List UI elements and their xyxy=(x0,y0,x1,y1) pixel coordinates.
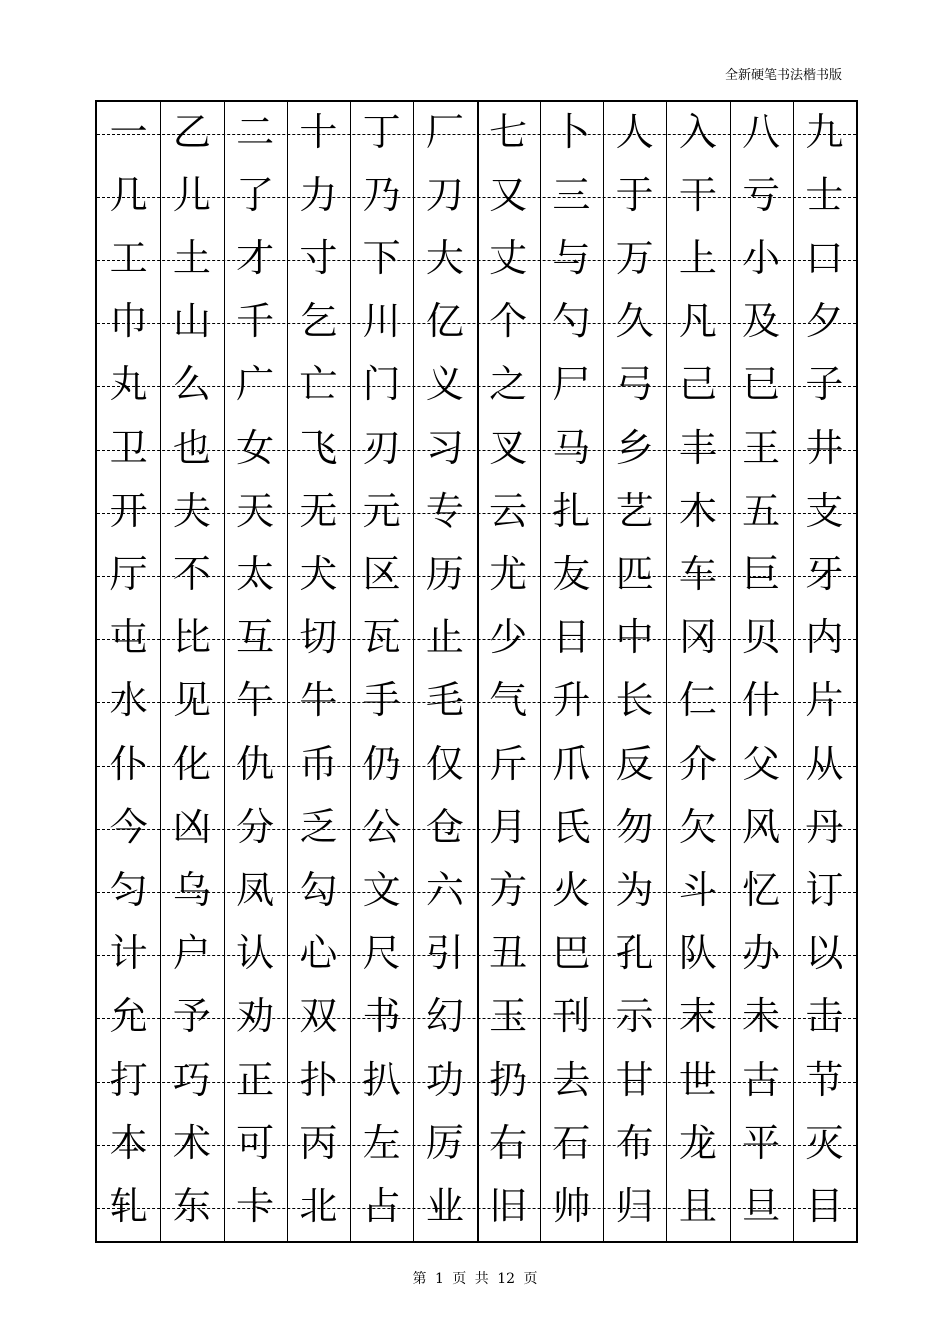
character-cell: 口 xyxy=(805,235,844,280)
character-cell: 月 xyxy=(489,804,528,849)
character-cell: 凤 xyxy=(236,867,275,912)
character-cell: 叉 xyxy=(489,425,528,470)
character-cell: 仓 xyxy=(425,804,464,849)
character-cell: 比 xyxy=(172,615,211,660)
character-cell: 义 xyxy=(425,362,464,407)
character-cell: 认 xyxy=(236,931,275,976)
character-cell: 手 xyxy=(362,678,401,723)
character-cell: 个 xyxy=(489,299,528,344)
character-cell: 什 xyxy=(742,678,781,723)
character-cell: 功 xyxy=(425,1057,464,1102)
character-cell: 入 xyxy=(678,109,717,154)
character-cell: 卜 xyxy=(552,109,591,154)
character-cell: 久 xyxy=(615,299,654,344)
character-cell: 十 xyxy=(299,109,338,154)
character-cell: 下 xyxy=(362,235,401,280)
character-cell: 斗 xyxy=(678,867,717,912)
character-cell: 帅 xyxy=(552,1183,591,1228)
character-cell: 及 xyxy=(742,299,781,344)
character-cell: 乡 xyxy=(615,425,654,470)
character-cell: 九 xyxy=(805,109,844,154)
character-cell: 平 xyxy=(742,1120,781,1165)
character-cell: 屯 xyxy=(109,615,148,660)
character-cell: 爪 xyxy=(552,741,591,786)
character-cell: 乙 xyxy=(172,109,211,154)
character-cell: 夫 xyxy=(172,488,211,533)
character-cell: 允 xyxy=(109,994,148,1039)
character-cell: 无 xyxy=(299,488,338,533)
character-cell: 仆 xyxy=(109,741,148,786)
character-cell: 劝 xyxy=(236,994,275,1039)
character-cell: 也 xyxy=(172,425,211,470)
character-cell: 六 xyxy=(425,867,464,912)
character-cell: 乞 xyxy=(299,299,338,344)
character-cell: 工 xyxy=(109,235,148,280)
character-cell: 扔 xyxy=(489,1057,528,1102)
character-cell: 么 xyxy=(172,362,211,407)
character-cell: 几 xyxy=(109,172,148,217)
character-cell: 了 xyxy=(236,172,275,217)
character-cell: 巧 xyxy=(172,1057,211,1102)
character-cell: 扎 xyxy=(552,488,591,533)
character-cell: 扑 xyxy=(299,1057,338,1102)
character-cell: 又 xyxy=(489,172,528,217)
character-cell: 乌 xyxy=(172,867,211,912)
character-cell: 于 xyxy=(615,172,654,217)
character-cell: 区 xyxy=(362,551,401,596)
character-cell: 子 xyxy=(805,362,844,407)
character-cell: 万 xyxy=(615,235,654,280)
character-cell: 厉 xyxy=(425,1120,464,1165)
character-cell: 刀 xyxy=(425,172,464,217)
character-cell: 士 xyxy=(805,172,844,217)
character-cell: 亡 xyxy=(299,362,338,407)
character-cell: 欠 xyxy=(678,804,717,849)
character-cell: 巨 xyxy=(742,551,781,596)
character-cell: 互 xyxy=(236,615,275,660)
character-cell: 牛 xyxy=(299,678,338,723)
character-cell: 击 xyxy=(805,994,844,1039)
character-cell: 瓦 xyxy=(362,615,401,660)
character-cell: 刊 xyxy=(552,994,591,1039)
character-cell: 仇 xyxy=(236,741,275,786)
character-cell: 二 xyxy=(236,109,275,154)
character-cell: 石 xyxy=(552,1120,591,1165)
character-cell: 毛 xyxy=(425,678,464,723)
character-cell: 大 xyxy=(425,235,464,280)
character-cell: 分 xyxy=(236,804,275,849)
character-cell: 气 xyxy=(489,678,528,723)
character-cell: 土 xyxy=(172,235,211,280)
character-cell: 切 xyxy=(299,615,338,660)
character-cell: 忆 xyxy=(742,867,781,912)
character-cell: 节 xyxy=(805,1057,844,1102)
character-cell: 勺 xyxy=(552,299,591,344)
character-cell: 刃 xyxy=(362,425,401,470)
character-cell: 川 xyxy=(362,299,401,344)
character-cell: 三 xyxy=(552,172,591,217)
character-cell: 天 xyxy=(236,488,275,533)
character-cell: 王 xyxy=(742,425,781,470)
character-cell: 办 xyxy=(742,931,781,976)
character-cell: 旦 xyxy=(742,1183,781,1228)
character-cell: 凶 xyxy=(172,804,211,849)
character-cell: 氏 xyxy=(552,804,591,849)
character-cell: 卫 xyxy=(109,425,148,470)
character-cell: 丁 xyxy=(362,109,401,154)
character-cell: 父 xyxy=(742,741,781,786)
character-cell: 一 xyxy=(109,109,148,154)
character-cell: 片 xyxy=(805,678,844,723)
character-cell: 术 xyxy=(172,1120,211,1165)
character-cell: 千 xyxy=(236,299,275,344)
character-cell: 双 xyxy=(299,994,338,1039)
character-cell: 亏 xyxy=(742,172,781,217)
character-cell: 化 xyxy=(172,741,211,786)
character-cell: 女 xyxy=(236,425,275,470)
character-cell: 止 xyxy=(425,615,464,660)
character-cell: 凡 xyxy=(678,299,717,344)
character-cell: 小 xyxy=(742,235,781,280)
character-cell: 书 xyxy=(362,994,401,1039)
page-header-title: 全新硬笔书法楷书版 xyxy=(724,68,842,83)
character-cell: 未 xyxy=(742,994,781,1039)
character-cell: 可 xyxy=(236,1120,275,1165)
character-cell: 牙 xyxy=(805,551,844,596)
character-cell: 仁 xyxy=(678,678,717,723)
character-cell: 风 xyxy=(742,804,781,849)
character-cell: 丹 xyxy=(805,804,844,849)
character-cell: 弓 xyxy=(615,362,654,407)
character-cell: 去 xyxy=(552,1057,591,1102)
character-cell: 以 xyxy=(805,931,844,976)
character-cell: 水 xyxy=(109,678,148,723)
character-cell: 儿 xyxy=(172,172,211,217)
character-cell: 轧 xyxy=(109,1183,148,1228)
character-cell: 人 xyxy=(615,109,654,154)
character-cell: 仍 xyxy=(362,741,401,786)
character-cell: 斤 xyxy=(489,741,528,786)
character-cell: 孔 xyxy=(615,931,654,976)
character-cell: 丸 xyxy=(109,362,148,407)
character-cell: 午 xyxy=(236,678,275,723)
character-cell: 本 xyxy=(109,1120,148,1165)
character-cell: 力 xyxy=(299,172,338,217)
character-cell: 不 xyxy=(172,551,211,596)
character-cell: 灭 xyxy=(805,1120,844,1165)
character-cell: 友 xyxy=(552,551,591,596)
character-cell: 示 xyxy=(615,994,654,1039)
character-cell: 八 xyxy=(742,109,781,154)
character-cell: 门 xyxy=(362,362,401,407)
character-cell: 心 xyxy=(299,931,338,976)
character-cell: 车 xyxy=(678,551,717,596)
character-cell: 日 xyxy=(552,615,591,660)
character-cell: 中 xyxy=(615,615,654,660)
character-cell: 勾 xyxy=(299,867,338,912)
character-cell: 寸 xyxy=(299,235,338,280)
character-cell: 扒 xyxy=(362,1057,401,1102)
character-cell: 为 xyxy=(615,867,654,912)
character-cell: 丙 xyxy=(299,1120,338,1165)
character-cell: 艺 xyxy=(615,488,654,533)
character-cell: 井 xyxy=(805,425,844,470)
character-cell: 订 xyxy=(805,867,844,912)
character-cell: 甘 xyxy=(615,1057,654,1102)
character-cell: 打 xyxy=(109,1057,148,1102)
character-cell: 丑 xyxy=(489,931,528,976)
character-cell: 幻 xyxy=(425,994,464,1039)
character-cell: 七 xyxy=(489,109,528,154)
character-cell: 北 xyxy=(299,1183,338,1228)
character-cell: 正 xyxy=(236,1057,275,1102)
character-cell: 予 xyxy=(172,994,211,1039)
character-cell: 东 xyxy=(172,1183,211,1228)
character-cell: 内 xyxy=(805,615,844,660)
character-cell: 末 xyxy=(678,994,717,1039)
character-cell: 旧 xyxy=(489,1183,528,1228)
character-cell: 反 xyxy=(615,741,654,786)
character-cell: 专 xyxy=(425,488,464,533)
character-cell: 木 xyxy=(678,488,717,533)
character-cell: 开 xyxy=(109,488,148,533)
character-cell: 犬 xyxy=(299,551,338,596)
character-cell: 云 xyxy=(489,488,528,533)
character-cell: 山 xyxy=(172,299,211,344)
character-cell: 乏 xyxy=(299,804,338,849)
character-cell: 公 xyxy=(362,804,401,849)
character-cell: 引 xyxy=(425,931,464,976)
character-cell: 右 xyxy=(489,1120,528,1165)
character-cell: 支 xyxy=(805,488,844,533)
character-cell: 巴 xyxy=(552,931,591,976)
character-cell: 太 xyxy=(236,551,275,596)
character-cell: 夕 xyxy=(805,299,844,344)
character-cell: 卡 xyxy=(236,1183,275,1228)
character-cell: 古 xyxy=(742,1057,781,1102)
character-cell: 习 xyxy=(425,425,464,470)
character-cell: 匹 xyxy=(615,551,654,596)
character-cell: 历 xyxy=(425,551,464,596)
character-cell: 尤 xyxy=(489,551,528,596)
character-cell: 才 xyxy=(236,235,275,280)
character-cell: 丰 xyxy=(678,425,717,470)
character-cell: 占 xyxy=(362,1183,401,1228)
character-cell: 从 xyxy=(805,741,844,786)
character-cell: 计 xyxy=(109,931,148,976)
character-cell: 文 xyxy=(362,867,401,912)
character-cell: 冈 xyxy=(678,615,717,660)
character-cell: 长 xyxy=(615,678,654,723)
character-cell: 尸 xyxy=(552,362,591,407)
character-cell: 业 xyxy=(425,1183,464,1228)
character-cell: 火 xyxy=(552,867,591,912)
character-cell: 升 xyxy=(552,678,591,723)
character-cell: 世 xyxy=(678,1057,717,1102)
character-cell: 匀 xyxy=(109,867,148,912)
character-cell: 今 xyxy=(109,804,148,849)
character-cell: 仅 xyxy=(425,741,464,786)
character-cell: 勿 xyxy=(615,804,654,849)
character-cell: 玉 xyxy=(489,994,528,1039)
character-cell: 飞 xyxy=(299,425,338,470)
character-cell: 少 xyxy=(489,615,528,660)
character-cell: 尺 xyxy=(362,931,401,976)
character-cell: 户 xyxy=(172,931,211,976)
character-cell: 五 xyxy=(742,488,781,533)
character-cell: 巾 xyxy=(109,299,148,344)
character-cell: 龙 xyxy=(678,1120,717,1165)
character-cell: 已 xyxy=(742,362,781,407)
character-cell: 厂 xyxy=(425,109,464,154)
character-cell: 队 xyxy=(678,931,717,976)
character-cell: 左 xyxy=(362,1120,401,1165)
character-cell: 亿 xyxy=(425,299,464,344)
character-cell: 马 xyxy=(552,425,591,470)
character-cell: 目 xyxy=(805,1183,844,1228)
page-footer: 第 1 页 共 12 页 xyxy=(412,1271,538,1287)
character-cell: 与 xyxy=(552,235,591,280)
character-cell: 广 xyxy=(236,362,275,407)
practice-grid xyxy=(95,100,858,1243)
character-cell: 干 xyxy=(678,172,717,217)
character-cell: 介 xyxy=(678,741,717,786)
character-cell: 见 xyxy=(172,678,211,723)
character-cell: 己 xyxy=(678,362,717,407)
character-cell: 布 xyxy=(615,1120,654,1165)
character-cell: 元 xyxy=(362,488,401,533)
character-cell: 方 xyxy=(489,867,528,912)
character-cell: 上 xyxy=(678,235,717,280)
character-cell: 归 xyxy=(615,1183,654,1228)
character-cell: 之 xyxy=(489,362,528,407)
character-cell: 乃 xyxy=(362,172,401,217)
character-cell: 贝 xyxy=(742,615,781,660)
character-cell: 币 xyxy=(299,741,338,786)
character-cell: 丈 xyxy=(489,235,528,280)
character-cell: 且 xyxy=(678,1183,717,1228)
character-cell: 厅 xyxy=(109,551,148,596)
